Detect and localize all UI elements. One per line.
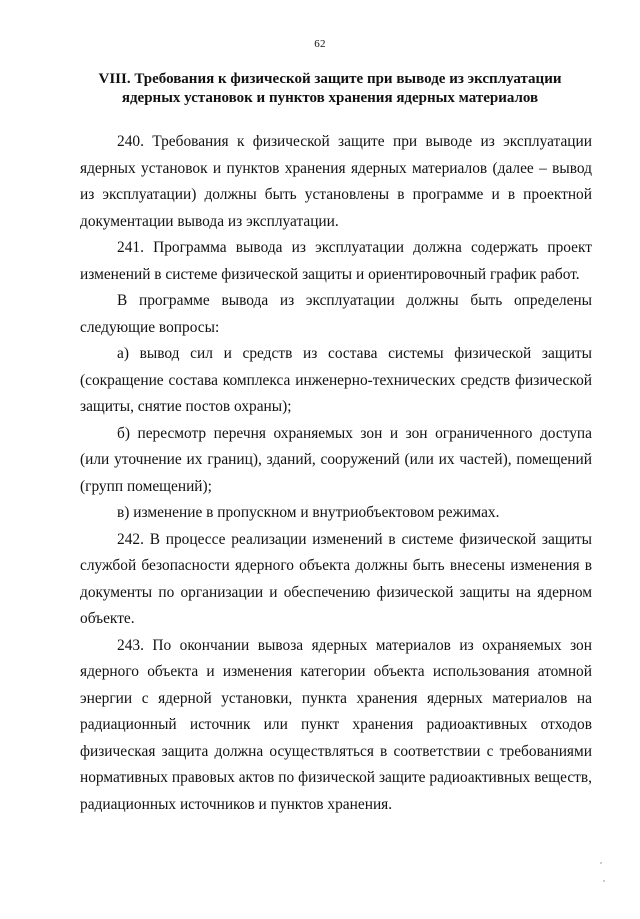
- document-body: [80, 129, 592, 818]
- scan-speck: [600, 862, 602, 864]
- paragraph-program-questions: В программе вывода из эксплуатации должны быть определены следующие вопросы:: [80, 292, 592, 336]
- paragraph-243: 243. По окончании вывоза ядерных материалов из охраняемых зон ядерного объекта и изменения категории объекта использования атомной энергии с ядерной установки, пункта хранения ядерных материалов на радиационный источник или пункт хранения радиоактивных отходов физическая защита должна осуществляться в соответствии с требованиями нормативных правовых актов по физической защите радиоактивных веществ, радиационных источников и пунктов хранения.: [80, 636, 592, 813]
- paragraph-240: 240. Требования к физической защите при выводе из эксплуатации ядерных установок и пунктов хранения ядерных материалов (далее – вывод из эксплуатации) должны быть установлены в программе и в проектной документации вывода из эксплуатации.: [80, 133, 592, 230]
- section-heading-line-2: ядерных установок и пунктов хранения ядерных материалов: [121, 90, 539, 106]
- list-item-a: а) вывод сил и средств из состава системы физической защиты (сокращение состава комплекса инженерно-технических средств физической защиты, снятие постов охраны);: [80, 345, 592, 415]
- section-heading: [80, 70, 580, 108]
- section-heading-line-1: VIII. Требования к физической защите при выводе из эксплуатации: [98, 71, 562, 87]
- list-item-v: в) изменение в пропускном и внутриобъектовом режимах.: [117, 504, 500, 521]
- paragraph-242: 242. В процессе реализации изменений в системе физической защиты службой безопасности ядерного объекта должны быть внесены изменения в документы по организации и обеспечению физической защиты на ядерном объекте.: [80, 530, 592, 627]
- paragraph-241: 241. Программа вывода из эксплуатации должна содержать проект изменений в системе физической защиты и ориентировочный график работ.: [80, 239, 592, 283]
- list-item-b: б) пересмотр перечня охраняемых зон и зон ограниченного доступа (или уточнение их границ), зданий, сооружений (или их частей), помещений (групп помещений);: [80, 424, 592, 495]
- page-number: 62: [314, 38, 326, 50]
- scan-speck: [603, 880, 605, 882]
